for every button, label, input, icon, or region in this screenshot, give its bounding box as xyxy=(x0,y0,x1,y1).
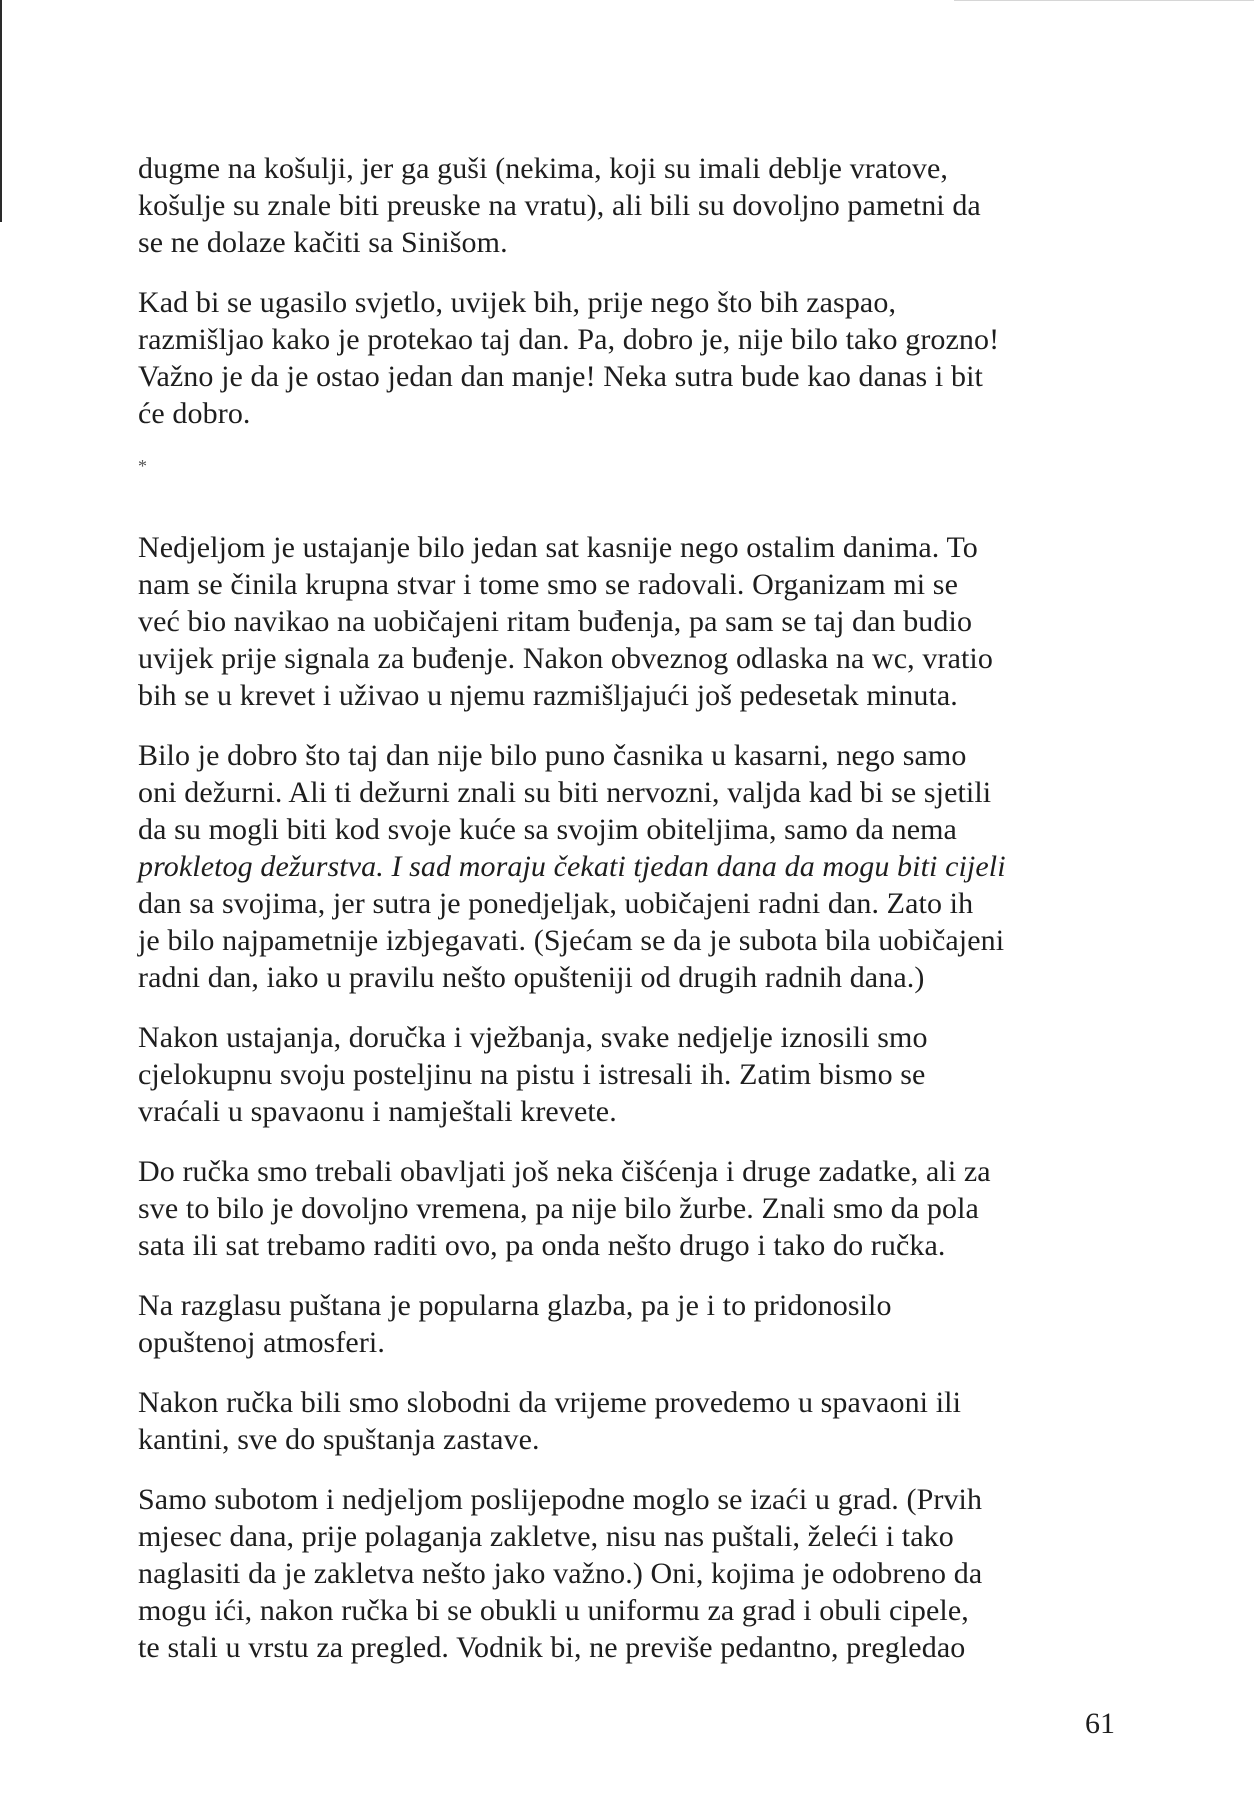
text-line: Nakon ustajanja, doručka i vježbanja, svake nedjelje iznosili smo xyxy=(138,1021,928,1054)
text-line: nam se činila krupna stvar i tome smo se radovali. Organizam mi se xyxy=(138,568,958,601)
text-line: Važno je da je ostao jedan dan manje! Neka sutra bude kao danas i bit xyxy=(138,360,983,393)
paragraph xyxy=(138,1019,1120,1130)
text-line: Nakon ručka bili smo slobodni da vrijeme provedemo u spavaoni ili xyxy=(138,1386,962,1419)
text-line: radni dan, iako u pravilu nešto opušteniji od drugih radnih dana.) xyxy=(138,961,925,994)
text-line: vraćali u spavaonu i namještali krevete. xyxy=(138,1095,617,1128)
section-separator: * xyxy=(138,456,147,476)
text-line: da su mogli biti kod svoje kuće sa svojim obiteljima, samo da nema xyxy=(138,813,957,846)
text-line: kantini, sve do spuštanja zastave. xyxy=(138,1423,540,1456)
scan-edge-left xyxy=(0,0,2,222)
page-number: 61 xyxy=(1085,1707,1115,1740)
text-line: mjesec dana, prije polaganja zakletve, nisu nas puštali, želeći i tako xyxy=(138,1520,954,1553)
scan-edge-top xyxy=(954,0,1254,1)
text-line: Kad bi se ugasilo svjetlo, uvijek bih, prije nego što bih zaspao, xyxy=(138,286,897,319)
text-line: razmišljao kako je protekao taj dan. Pa, dobro je, nije bilo tako grozno! xyxy=(138,323,1000,356)
text-line: već bio navikao na uobičajeni ritam buđenja, pa sam se taj dan budio xyxy=(138,605,973,638)
paragraph xyxy=(138,1384,1120,1458)
text-line: dan sa svojima, jer sutra je ponedjeljak, uobičajeni radni dan. Zato ih xyxy=(138,887,974,920)
text-line: će dobro. xyxy=(138,397,251,430)
text-line: Nedjeljom je ustajanje bilo jedan sat kasnije nego ostalim danima. To xyxy=(138,531,978,564)
text-line: Samo subotom i nedjeljom poslijepodne moglo se izaći u grad. (Prvih xyxy=(138,1483,983,1516)
text-line: sata ili sat trebamo raditi ovo, pa onda nešto drugo i tako do ručka. xyxy=(138,1229,946,1262)
text-line: oni dežurni. Ali ti dežurni znali su biti nervozni, valjda kad bi se sjetili xyxy=(138,776,992,809)
text-line: Na razglasu puštana je popularna glazba, pa je i to pridonosilo xyxy=(138,1289,892,1322)
text-line: bih se u krevet i uživao u njemu razmišljajući još pedesetak minuta. xyxy=(138,679,958,712)
text-line: je bilo najpametnije izbjegavati. (Sjećam se da je subota bila uobičajeni xyxy=(138,924,1005,957)
paragraph xyxy=(138,150,1120,261)
paragraph xyxy=(138,284,1120,432)
page-text xyxy=(138,150,1120,1689)
paragraph xyxy=(138,1153,1120,1264)
text-line: sve to bilo je dovoljno vremena, pa nije bilo žurbe. Znali smo da pola xyxy=(138,1192,979,1225)
text-line: košulje su znale biti preuske na vratu), ali bili su dovoljno pametni da xyxy=(138,189,981,222)
paragraph xyxy=(138,1481,1120,1666)
paragraph xyxy=(138,1287,1120,1361)
text-line: opuštenoj atmosferi. xyxy=(138,1326,385,1359)
text-line: mogu ići, nakon ručka bi se obukli u uniformu za grad i obuli cipele, xyxy=(138,1594,969,1627)
text-line: cjelokupnu svoju posteljinu na pistu i istresali ih. Zatim bismo se xyxy=(138,1058,926,1091)
text-line: Bilo je dobro što taj dan nije bilo puno časnika u kasarni, nego samo xyxy=(138,739,967,772)
text-line: dugme na košulji, jer ga guši (nekima, koji su imali deblje vratove, xyxy=(138,152,948,185)
text-line: te stali u vrstu za pregled. Vodnik bi, ne previše pedantno, pregledao xyxy=(138,1631,966,1664)
text-line: Do ručka smo trebali obavljati još neka čišćenja i druge zadatke, ali za xyxy=(138,1155,991,1188)
paragraph xyxy=(138,529,1120,714)
text-line: se ne dolaze kačiti sa Sinišom. xyxy=(138,226,508,259)
text-line: uvijek prije signala za buđenje. Nakon obveznog odlaska na wc, vratio xyxy=(138,642,993,675)
paragraph xyxy=(138,737,1120,996)
text-line: naglasiti da je zakletva nešto jako važno.) Oni, kojima je odobreno da xyxy=(138,1557,983,1590)
text-line: prokletog dežurstva. I sad moraju čekati tjedan dana da mogu biti cijeli xyxy=(138,850,1006,883)
